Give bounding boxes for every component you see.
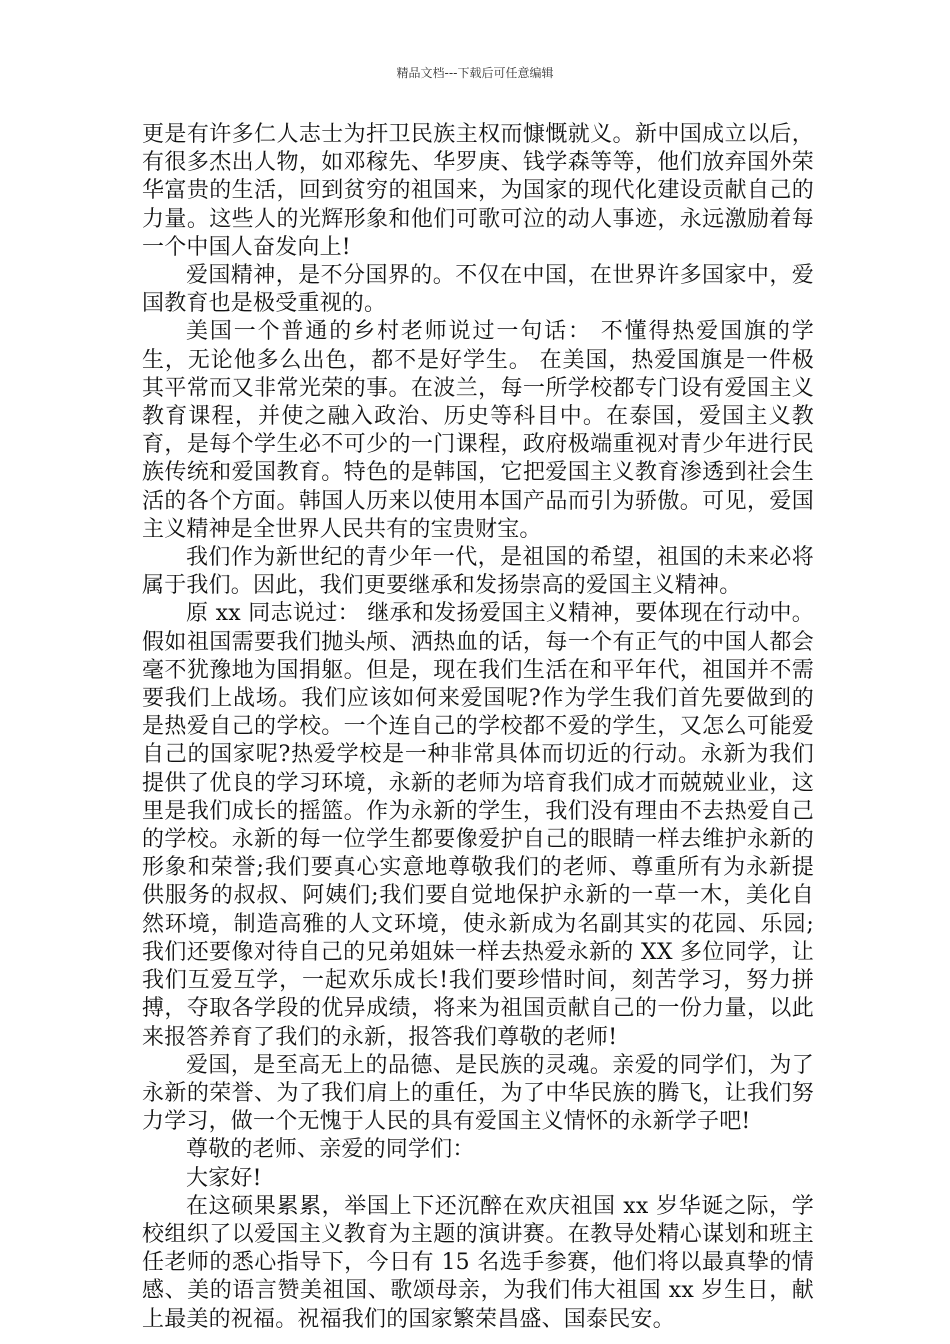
- paragraph: 在这硕果累累，举国上下还沉醉在欢庆祖国 xx 岁华诞之际，学校组织了以爱国主义教育为主题的演讲赛。在教导处精心谋划和班主任老师的悉心指导下，今日有 15 名选手参赛，他们将以最真挚的情感、美的语言赞美祖国、歌颂母亲，为我们伟大祖国 xx 岁生日，献上最美的祝福。祝福我们的国家繁荣昌盛、国泰民安。: [142, 1193, 814, 1332]
- document-body: [142, 121, 814, 1334]
- paragraph: 爱国精神，是不分国界的。不仅在中国，在世界许多国家中，爱国教育也是极受重视的。: [142, 263, 814, 317]
- paragraph: 爱国，是至高无上的品德、是民族的灵魂。亲爱的同学们，为了永新的荣誉、为了我们肩上的重任，为了中华民族的腾飞，让我们努力学习，做一个无愧于人民的具有爱国主义情怀的永新学子吧!: [142, 1052, 814, 1135]
- paragraph: 美国一个普通的乡村老师说过一句话： 不懂得热爱国旗的学生，无论他多么出色，都不是好学生。 在美国，热爱国旗是一件极其平常而又非常光荣的事。在波兰，每一所学校都专门设有爱国主义教育课程，并使之融入政治、历史等科目中。在泰国，爱国主义教育，是每个学生必不可少的一门课程，政府极端重视对青少年进行民族传统和爱国教育。特色的是韩国，它把爱国主义教育渗透到社会生活的各个方面。韩国人历来以使用本国产品而引为骄傲。可见，爱国主义精神是全世界人民共有的宝贵财宝。: [142, 319, 814, 542]
- paragraph: 更是有许多仁人志士为扞卫民族主权而慷慨就义。新中国成立以后，有很多杰出人物，如邓稼先、华罗庚、钱学森等等，他们放弃国外荣华富贵的生活，回到贫穷的祖国来，为国家的现代化建设贡献自己的力量。这些人的光辉形象和他们可歌可泣的动人事迹，永远激励着每一个中国人奋发向上!: [142, 122, 814, 260]
- paragraph: 原 xx 同志说过： 继承和发扬爱国主义精神，要体现在行动中。 假如祖国需要我们抛头颅、洒热血的话，每一个有正气的中国人都会毫不犹豫地为国捐躯。但是，现在我们生活在和平年代，祖国并不需要我们上战场。我们应该如何来爱国呢?作为学生我们首先要做到的是热爱自己的学校。一个连自己的学校都不爱的学生，又怎么可能爱自己的国家呢?热爱学校是一种非常具体而切近的行动。永新为我们提供了优良的学习环境，永新的老师为培育我们成才而兢兢业业，这里是我们成长的摇篮。作为永新的学生，我们没有理由不去热爱自己的学校。永新的每一位学生都要像爱护自己的眼睛一样去维护永新的形象和荣誉;我们要真心实意地尊敬我们的老师、尊重所有为永新提供服务的叔叔、阿姨们;我们要自觉地保护永新的一草一木，美化自然环境，制造高雅的人文环境，使永新成为名副其实的花园、乐园;我们还要像对待自己的兄弟姐妹一样去热爱永新的 XX 多位同学，让我们互爱互学，一起欢乐成长!我们要珍惜时间，刻苦学习，努力拼搏，夺取各学段的优异成绩，将来为祖国贡献自己的一份力量，以此来报答养育了我们的永新，报答我们尊敬的老师!: [142, 601, 814, 1050]
- page-header: 精品文档---下载后可任意编辑: [396, 66, 554, 80]
- paragraph: 尊敬的老师、亲爱的同学们：: [186, 1137, 475, 1163]
- paragraph: 我们作为新世纪的青少年一代，是祖国的希望，祖国的未来必将属于我们。因此，我们更要继承和发扬崇高的爱国主义精神。: [142, 545, 814, 599]
- paragraph: 大家好!: [186, 1165, 262, 1191]
